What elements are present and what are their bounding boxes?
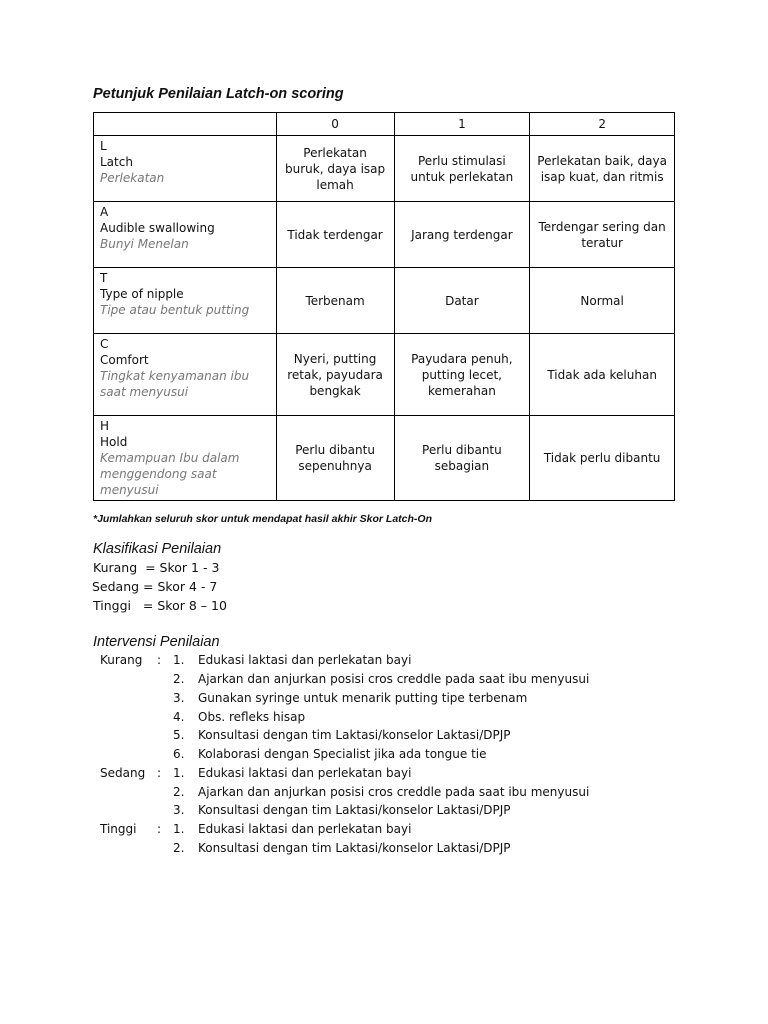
score-2-cell: Tidak perlu dibantu [530, 416, 675, 501]
item-number: 1. [173, 822, 185, 836]
criterion-letter: T [100, 271, 108, 285]
item-number: 1. [173, 766, 185, 780]
level-label: Tinggi [100, 822, 137, 836]
item-text: Konsultasi dengan tim Laktasi/konselor Laktasi/DPJP [198, 728, 511, 742]
page-title: Petunjuk Penilaian Latch-on scoring [93, 86, 344, 102]
criterion-name: Type of nipple [100, 287, 184, 301]
klasifikasi-tinggi: Tinggi = Skor 8 – 10 [93, 598, 227, 613]
item-text: Edukasi laktasi dan perlekatan bayi [198, 653, 412, 667]
item-number: 6. [173, 747, 185, 761]
criterion-translation: Kemampuan Ibu dalam menggendong saat menyusui [100, 451, 240, 497]
klasifikasi-sedang: Sedang = Skor 4 - 7 [92, 579, 218, 594]
score-2-cell: Normal [530, 268, 675, 334]
klasifikasi-heading: Klasifikasi Penilaian [93, 541, 222, 557]
latch-score-table [93, 112, 675, 501]
table-row-hold [94, 416, 675, 501]
item-text: Gunakan syringe untuk menarik putting tipe terbenam [198, 691, 528, 705]
score-1-cell: Perlu dibantu sebagian [394, 416, 530, 501]
score-1-cell: Perlu stimulasi untuk perlekatan [394, 136, 530, 202]
item-text: Obs. refleks hisap [198, 710, 306, 724]
score-0-cell: Tidak terdengar [276, 202, 394, 268]
item-text: Konsultasi dengan tim Laktasi/konselor Laktasi/DPJP [198, 841, 511, 855]
item-text: Ajarkan dan anjurkan posisi cros creddle pada saat ibu menyusui [198, 672, 590, 686]
score-0-cell: Nyeri, putting retak, payudara bengkak [276, 334, 394, 416]
header-score-2: 2 [530, 113, 675, 136]
item-number: 2. [173, 841, 185, 855]
table-row-type-of-nipple [94, 268, 675, 334]
item-number: 2. [173, 785, 185, 799]
header-score-0: 0 [276, 113, 394, 136]
score-1-cell: Payudara penuh, putting lecet, kemerahan [394, 334, 530, 416]
table-row-latch [94, 136, 675, 202]
table-row-comfort [94, 334, 675, 416]
score-0-cell: Perlekatan buruk, daya isap lemah [276, 136, 394, 202]
criterion-name: Latch [100, 155, 133, 169]
item-number: 2. [173, 672, 185, 686]
item-number: 3. [173, 803, 185, 817]
item-number: 1. [173, 653, 185, 667]
criterion-cell [94, 268, 277, 334]
criterion-translation: Perlekatan [100, 171, 165, 185]
level-label: Sedang [100, 766, 146, 780]
score-2-cell: Terdengar sering dan teratur [530, 202, 675, 268]
criterion-cell [94, 202, 277, 268]
klasifikasi-kurang: Kurang = Skor 1 - 3 [93, 560, 220, 575]
score-2-cell: Perlekatan baik, daya isap kuat, dan ritmis [530, 136, 675, 202]
table-row-audible-swallowing [94, 202, 675, 268]
item-text: Konsultasi dengan tim Laktasi/konselor Laktasi/DPJP [198, 803, 511, 817]
level-label: Kurang [100, 653, 143, 667]
item-text: Edukasi laktasi dan perlekatan bayi [198, 766, 412, 780]
item-number: 5. [173, 728, 185, 742]
criterion-letter: A [100, 205, 109, 219]
score-0-cell: Perlu dibantu sepenuhnya [276, 416, 394, 501]
criterion-name: Hold [100, 435, 128, 449]
criterion-cell [94, 136, 277, 202]
score-2-cell: Tidak ada keluhan [530, 334, 675, 416]
criterion-cell [94, 334, 277, 416]
criterion-letter: L [100, 139, 107, 153]
header-score-1: 1 [394, 113, 530, 136]
header-criteria [94, 113, 277, 136]
score-1-cell: Datar [394, 268, 530, 334]
item-text: Ajarkan dan anjurkan posisi cros creddle pada saat ibu menyusui [198, 785, 590, 799]
level-colon: : [157, 822, 162, 836]
criterion-name: Comfort [100, 353, 149, 367]
footnote: *Jumlahkan seluruh skor untuk mendapat hasil akhir Skor Latch-On [93, 513, 432, 525]
criterion-translation: Tingkat kenyamanan ibu saat menyusui [100, 369, 250, 399]
criterion-translation: Tipe atau bentuk putting [100, 303, 250, 317]
item-text: Edukasi laktasi dan perlekatan bayi [198, 822, 412, 836]
criterion-translation: Bunyi Menelan [100, 237, 189, 251]
table-header-row [94, 113, 675, 136]
intervensi-heading: Intervensi Penilaian [93, 634, 220, 650]
criterion-letter: H [100, 419, 110, 433]
criterion-cell [94, 416, 277, 501]
criterion-name: Audible swallowing [100, 221, 215, 235]
item-number: 4. [173, 710, 185, 724]
score-0-cell: Terbenam [276, 268, 394, 334]
item-number: 3. [173, 691, 185, 705]
level-colon: : [157, 766, 162, 780]
score-1-cell: Jarang terdengar [394, 202, 530, 268]
criterion-letter: C [100, 337, 109, 351]
level-colon: : [157, 653, 162, 667]
item-text: Kolaborasi dengan Specialist jika ada tongue tie [198, 747, 487, 761]
